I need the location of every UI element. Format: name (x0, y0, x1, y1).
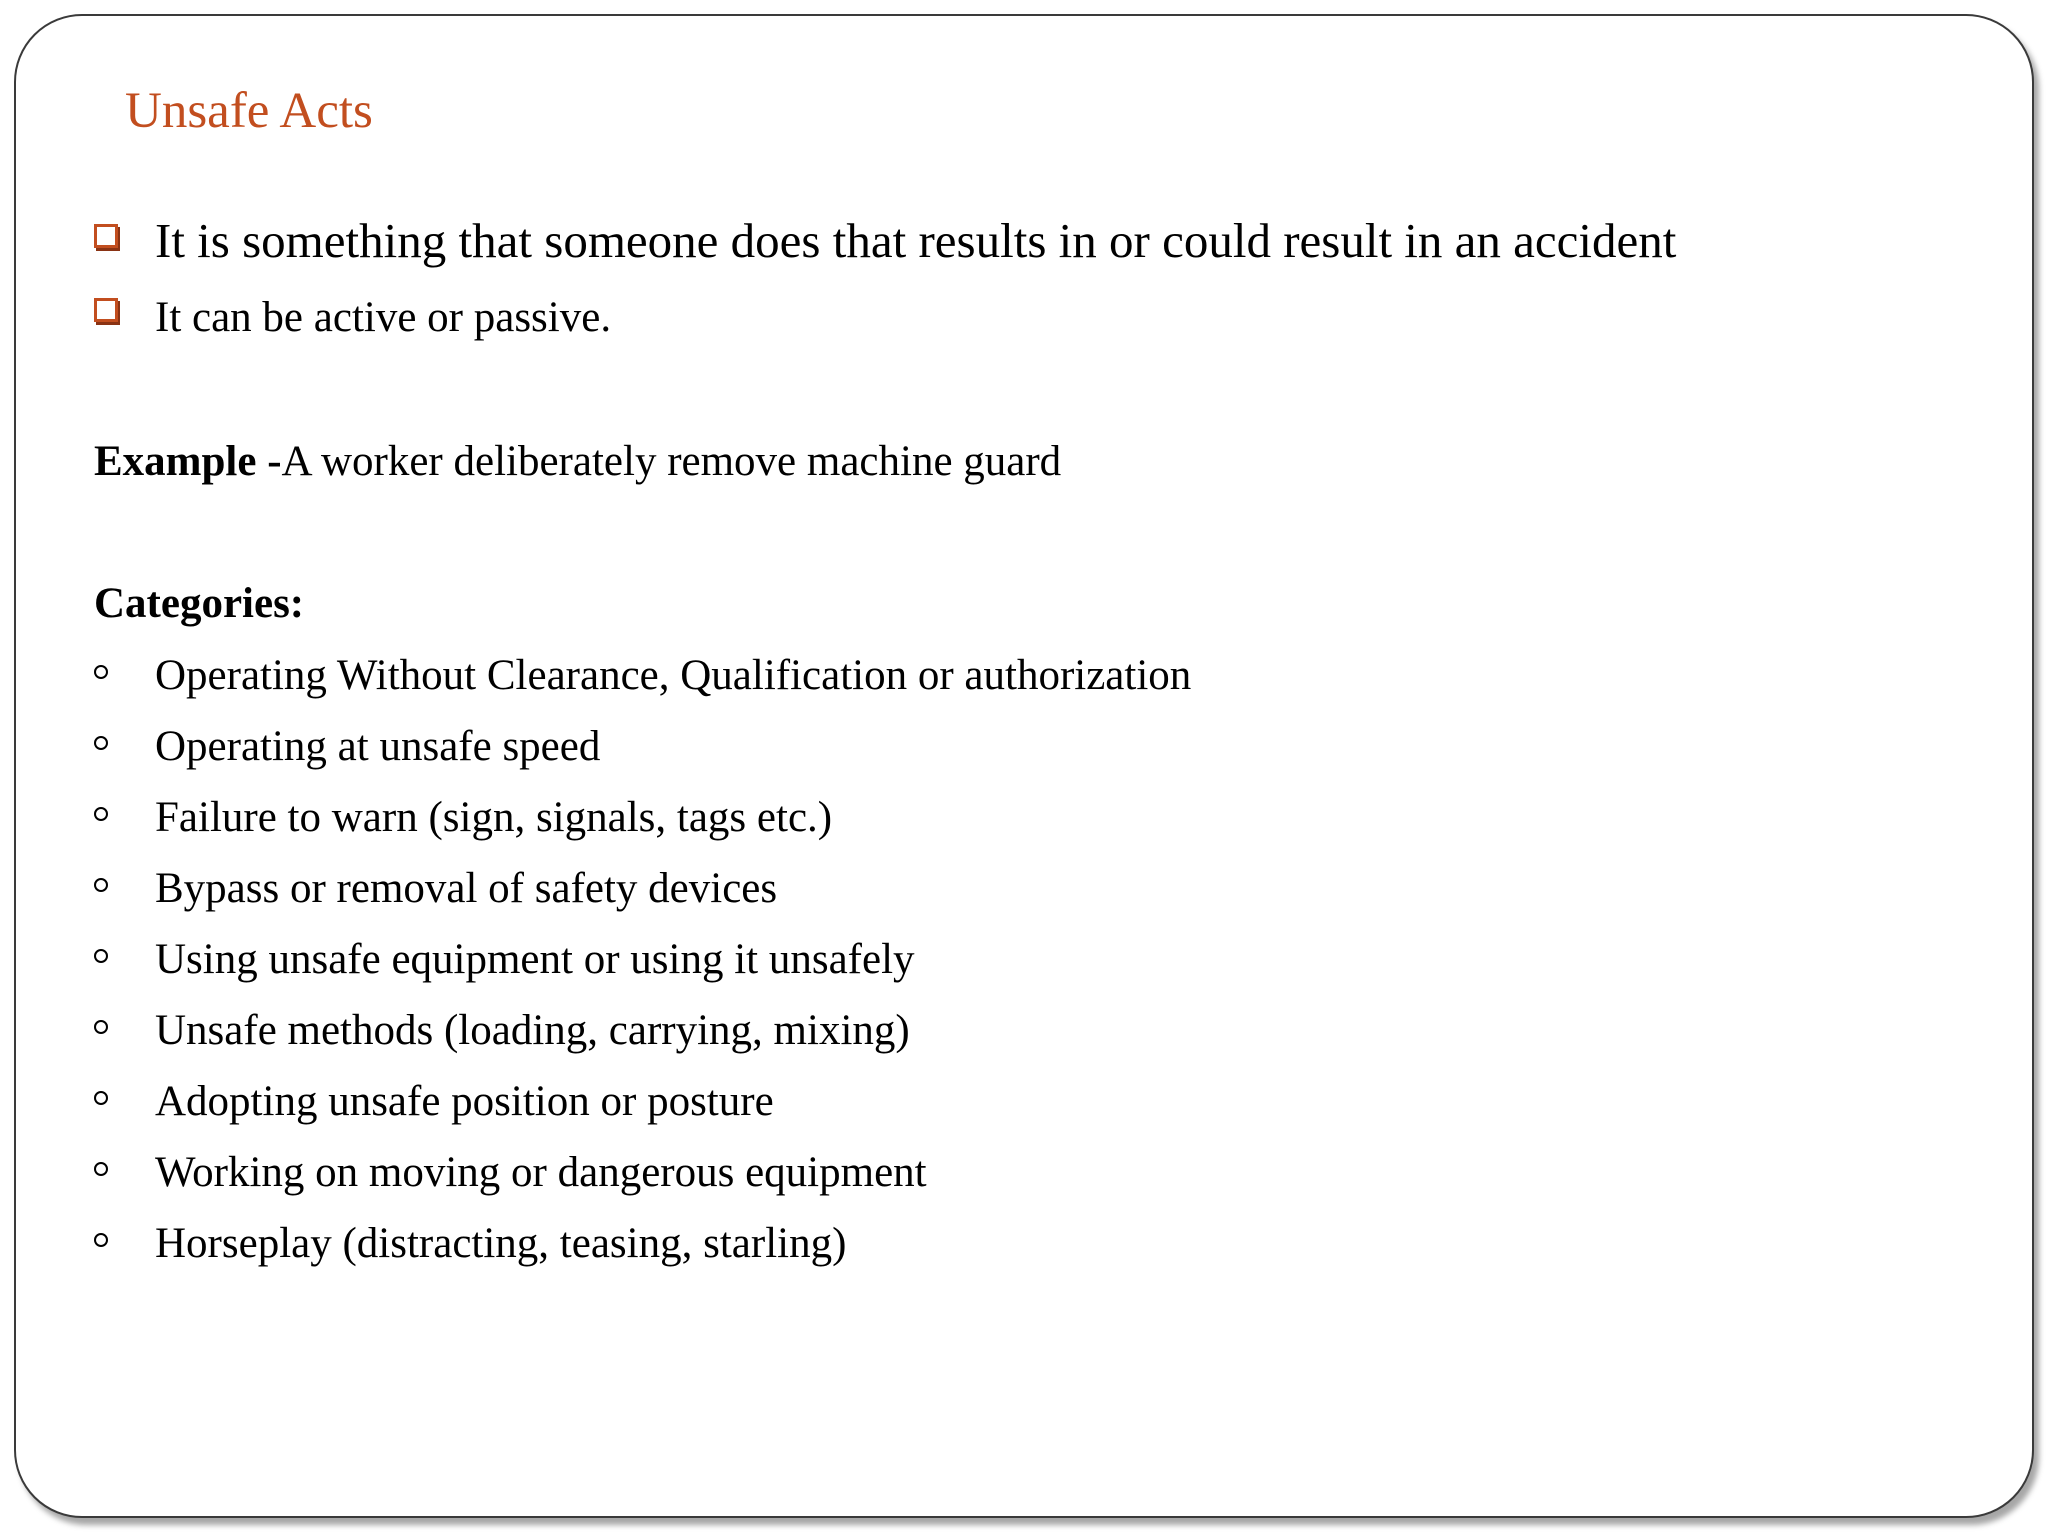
slide-title: Unsafe Acts (125, 83, 373, 139)
example-line (94, 438, 1061, 485)
category-text: Bypass or removal of safety devices (155, 865, 778, 912)
example-text: A worker deliberately remove machine guard (281, 438, 1062, 485)
circle-bullet-icon (94, 949, 108, 963)
square-bullet-icon (94, 224, 118, 248)
circle-bullet-icon (94, 1091, 108, 1105)
category-text: Working on moving or dangerous equipment (155, 1149, 927, 1196)
circle-bullet-icon (94, 736, 108, 750)
category-text: Operating at unsafe speed (155, 723, 601, 770)
category-text: Horseplay (distracting, teasing, starling) (155, 1220, 847, 1267)
category-text: Unsafe methods (loading, carrying, mixing) (155, 1007, 910, 1054)
circle-bullet-icon (94, 807, 108, 821)
circle-bullet-icon (94, 1020, 108, 1034)
category-text: Failure to warn (sign, signals, tags etc.) (155, 794, 833, 841)
example-label: Example - (94, 438, 282, 485)
circle-bullet-icon (94, 1162, 108, 1176)
slide-frame (14, 14, 2034, 1518)
circle-bullet-icon (94, 665, 108, 679)
category-text: Adopting unsafe position or posture (155, 1078, 774, 1125)
circle-bullet-icon (94, 878, 108, 892)
circle-bullet-icon (94, 1233, 108, 1247)
bullet-text: It is something that someone does that results in or could result in an accident (155, 213, 1677, 268)
categories-heading: Categories: (94, 580, 305, 627)
bullet-text: It can be active or passive. (155, 294, 612, 341)
square-bullet-icon (94, 298, 118, 322)
category-text: Using unsafe equipment or using it unsafely (155, 936, 915, 983)
category-text: Operating Without Clearance, Qualification or authorization (155, 652, 1192, 699)
